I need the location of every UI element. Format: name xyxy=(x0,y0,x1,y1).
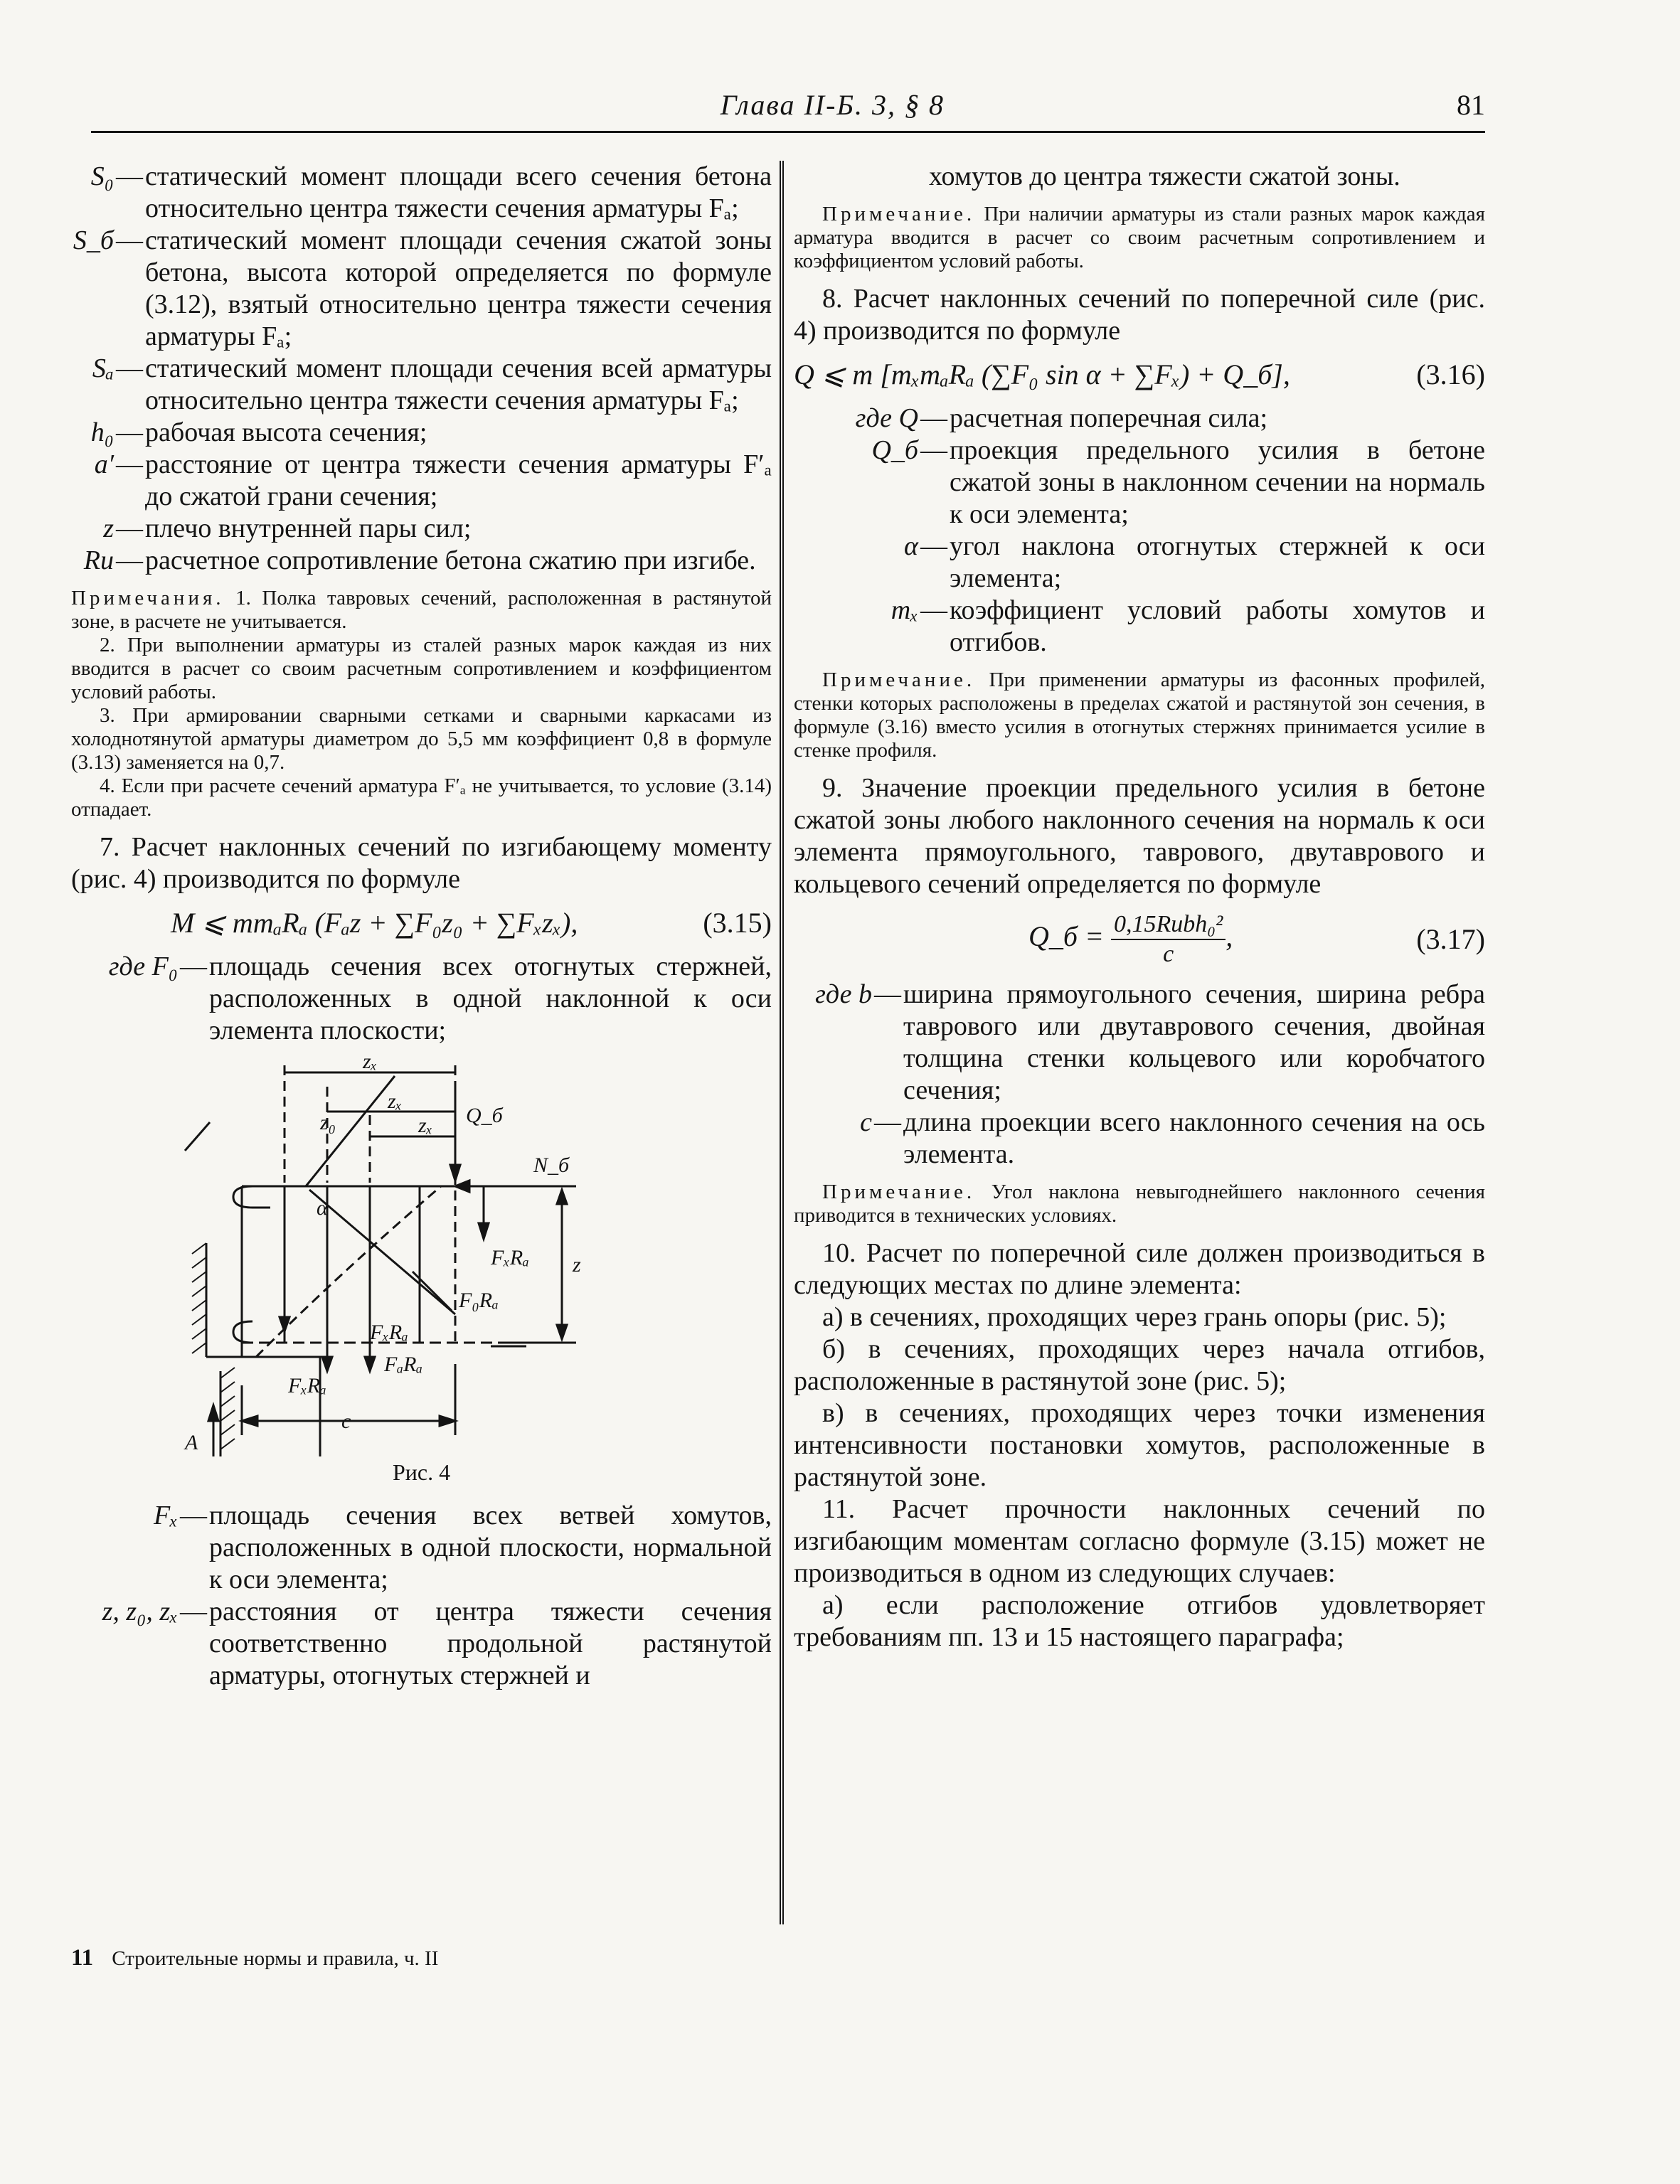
definition-text: площадь сечения всех ветвей хомутов, расположенных в одной плоскости, нормальной к оси элемента; xyxy=(209,1501,772,1594)
label-z-vertical: z xyxy=(573,1253,581,1277)
definition-symbol: h₀ xyxy=(90,417,114,447)
definition-text: статический момент площади сечения сжатой зоны бетона, высота которой определяется по формуле (3.12), взятый относительно центра тяжести сечения арматуры Fₐ; xyxy=(145,225,772,351)
dash: — xyxy=(180,952,207,981)
note-item: 1. Полка тавровых сечений, расположенная в растянутой зоне, в расчете не учитывается. xyxy=(71,587,772,633)
definition-item xyxy=(71,951,772,1047)
dash: — xyxy=(874,1107,901,1137)
definitions-list-top xyxy=(71,161,772,577)
definition-text: ширина прямоугольного сечения, ширина ребра таврового или двутаврового сечения, двойная толщина стенки кольцевого или коробчатого сечения; xyxy=(903,979,1485,1105)
label-zx-top: zₓ xyxy=(363,1058,378,1073)
note-item: 2. При выполнении арматуры из сталей разных марок каждая из них вводится в расчет со своим расчетным сопротивлением и коэффициентом условий работы. xyxy=(71,634,772,703)
label-fx-ra-3: FₓRₐ xyxy=(288,1374,326,1397)
label-z0: z₀ xyxy=(320,1111,336,1134)
page-number: 81 xyxy=(1457,89,1485,121)
note-block-3 xyxy=(794,1181,1485,1227)
definition-text: статический момент площади сечения всей арматуры относительно центра тяжести сечения арматуры Fₐ; xyxy=(145,353,772,415)
notes-label: Примечания. xyxy=(71,587,225,609)
formula-fraction xyxy=(1111,910,1226,969)
label-alpha: α xyxy=(317,1196,328,1220)
definition-text: проекция предельного усилия в бетоне сжатой зоны в наклонном сечении на нормаль к оси элемента; xyxy=(950,435,1485,529)
dash: — xyxy=(874,979,901,1009)
label-fx-ra-2: FₓRₐ xyxy=(370,1321,408,1344)
definition-text: расчетная поперечная сила; xyxy=(950,403,1268,433)
definition-item xyxy=(71,545,772,577)
definition-item xyxy=(71,513,772,545)
paragraph-8: 8. Расчет наклонных сечений по поперечной силе (рис. 4) производится по формуле xyxy=(794,284,1485,346)
definition-item xyxy=(794,435,1485,531)
paragraph-10a: а) в сечениях, проходящих через грань опоры (рис. 5); xyxy=(822,1302,1447,1332)
definition-text: длина проекции всего наклонного сечения на ось элемента. xyxy=(903,1107,1485,1169)
paragraph-9: 9. Значение проекции предельного усилия в бетоне сжатой зоны любого наклонного сечения на нормаль к оси элемента прямоугольного, таврового, двутаврового и кольцевого сечений определяется по формуле xyxy=(794,773,1485,899)
label-fa-ra: FₐRₐ xyxy=(384,1353,423,1376)
definition-symbol: a′ xyxy=(94,449,114,479)
note-block-1 xyxy=(794,203,1485,273)
definition-text: расчетное сопротивление бетона сжатию при изгибе. xyxy=(145,545,756,575)
page-footer xyxy=(71,1945,438,1971)
definition-item xyxy=(794,531,1485,595)
formula-3-16 xyxy=(794,357,1485,393)
dash: — xyxy=(116,545,143,575)
definition-item xyxy=(71,353,772,417)
dash: — xyxy=(116,449,143,479)
definition-item xyxy=(71,225,772,353)
paragraph-10b: б) в сечениях, проходящих через начала отгибов, расположенные в растянутой зоне (рис. 5); xyxy=(794,1334,1485,1396)
definition-symbol: Q_б xyxy=(871,435,918,465)
page-header xyxy=(91,84,1485,133)
definition-symbol: Sₐ xyxy=(92,353,114,383)
definition-symbol: где F₀ xyxy=(108,952,178,981)
definition-item xyxy=(71,1500,772,1596)
note-item: 3. При армировании сварными сетками и сварными каркасами из холоднотянутой арматуры диаметром до 5,5 мм коэффициент 0,8 в формуле (3.13) заменяется на 0,7. xyxy=(71,704,772,774)
label-zx-small: zₓ xyxy=(418,1114,433,1137)
dash: — xyxy=(920,403,947,433)
definitions-list-bottom xyxy=(71,1500,772,1692)
definition-symbol: z, z₀, zₓ xyxy=(102,1597,178,1626)
dash: — xyxy=(920,435,947,465)
definitions-list-3-17 xyxy=(794,979,1485,1171)
formula-number: (3.17) xyxy=(1416,923,1485,955)
formula-expression: Q ⩽ m [mₓmₐRₐ (∑F₀ sin α + ∑Fₓ) + Q_б], xyxy=(794,358,1290,390)
definition-text: площадь сечения всех отогнутых стержней, расположенных в одной наклонной к оси элемента плоскости; xyxy=(209,952,772,1045)
formula-denominator: c xyxy=(1163,941,1174,967)
definition-text: статический момент площади всего сечения бетона относительно центра тяжести сечения арматуры Fₐ; xyxy=(145,161,772,223)
dash: — xyxy=(116,417,143,447)
formula-number: (3.15) xyxy=(703,907,772,939)
definition-symbol: S₀ xyxy=(90,161,114,191)
dash: — xyxy=(116,353,143,383)
definition-symbol: где Q xyxy=(855,403,918,433)
note-text: Угол наклона невыгоднейшего наклонного сечения приводится в технических условиях. xyxy=(794,1181,1485,1227)
definition-text: расстояние от центра тяжести сечения арматуры F′ₐ до сжатой грани сечения; xyxy=(145,449,772,511)
paragraph-10: 10. Расчет по поперечной силе должен производиться в следующих местах по длине элемента: xyxy=(794,1238,1485,1300)
definition-text: угол наклона отогнутых стержней к оси элемента; xyxy=(950,531,1485,593)
notes-block xyxy=(71,587,772,821)
signature-mark: 11 xyxy=(71,1945,94,1971)
figure-4 xyxy=(71,1058,772,1486)
dash: — xyxy=(116,225,143,255)
label-c: c xyxy=(341,1410,351,1433)
right-column xyxy=(794,161,1485,1653)
figure-4-diagram xyxy=(71,1058,772,1456)
definition-item xyxy=(71,1596,772,1692)
note-label: Примечание. xyxy=(822,1181,976,1203)
continuation-text: хомутов до центра тяжести сжатой зоны. xyxy=(929,161,1400,191)
label-q-b: Q_б xyxy=(466,1104,503,1127)
formula-3-15 xyxy=(71,905,772,941)
definition-symbol: где b xyxy=(815,979,872,1009)
definition-text: рабочая высота сечения; xyxy=(145,417,427,447)
formula-numerator: 0,15Rиbh₀² xyxy=(1111,910,1226,940)
label-fx-ra-1: FₓRₐ xyxy=(491,1246,529,1269)
label-zx-mid: zₓ xyxy=(388,1090,403,1113)
dash: — xyxy=(180,1501,207,1530)
definition-text: расстояния от центра тяжести сечения соответственно продольной растянутой арматуры, отогнутых стержней и xyxy=(209,1597,772,1690)
definition-item xyxy=(794,1107,1485,1171)
definition-item xyxy=(794,979,1485,1107)
definition-text: коэффициент условий работы хомутов и отгибов. xyxy=(950,595,1485,657)
paragraph-11: 11. Расчет прочности наклонных сечений по изгибающим моментам согласно формуле (3.15) может не производиться в одном из следующих случаев: xyxy=(794,1494,1485,1588)
definition-item xyxy=(794,595,1485,659)
formula-3-17 xyxy=(794,910,1485,969)
note-item: 4. Если при расчете сечений арматура F′ₐ не учитывается, то условие (3.14) отпадает. xyxy=(71,774,772,821)
definition-symbol: S_б xyxy=(73,225,114,255)
footer-title: Строительные нормы и правила, ч. II xyxy=(112,1947,439,1970)
formula-expression xyxy=(1028,910,1233,969)
definitions-list-3-16 xyxy=(794,403,1485,659)
paragraph-7: 7. Расчет наклонных сечений по изгибающему моменту (рис. 4) производится по формуле xyxy=(71,832,772,894)
definitions-list-3-15 xyxy=(71,951,772,1047)
definition-symbol: c xyxy=(860,1107,872,1137)
note-label: Примечание. xyxy=(822,668,976,691)
figure-caption: Рис. 4 xyxy=(392,1459,451,1485)
formula-tail: , xyxy=(1226,920,1233,953)
left-column xyxy=(71,161,772,1692)
definition-item xyxy=(71,449,772,513)
chapter-heading: Глава II-Б. 3, § 8 xyxy=(720,89,945,121)
note-label: Примечание. xyxy=(822,203,976,225)
dash: — xyxy=(920,595,947,625)
label-n-b: N_б xyxy=(533,1154,570,1177)
definition-text: плечо внутренней пары сил; xyxy=(145,513,472,543)
label-f0-ra: F₀Rₐ xyxy=(459,1289,499,1312)
definition-symbol: α xyxy=(904,531,918,561)
note-block-2 xyxy=(794,668,1485,762)
paragraph-10c: в) в сечениях, проходящих через точки изменения интенсивности постановки хомутов, расположенные в растянутой зоне. xyxy=(794,1398,1485,1492)
note-text: При наличии арматуры из стали разных марок каждая арматура вводится в расчет со своим расчетным сопротивлением и коэффициентом условий работы. xyxy=(794,203,1485,272)
paragraph-11a: а) если расположение отгибов удовлетворяет требованиям пп. 13 и 15 настоящего параграфа; xyxy=(794,1590,1485,1652)
dash: — xyxy=(920,531,947,561)
formula-number: (3.16) xyxy=(1416,358,1485,390)
definition-item xyxy=(71,161,772,225)
formula-expression: M ⩽ mmₐRₐ (Fₐz + ∑F₀z₀ + ∑Fₓzₓ), xyxy=(171,907,578,939)
definition-item xyxy=(794,403,1485,435)
column-divider xyxy=(780,161,784,1924)
dash: — xyxy=(116,513,143,543)
definition-symbol: z xyxy=(103,513,114,543)
formula-lhs: Q_б = xyxy=(1028,920,1104,953)
dash: — xyxy=(180,1597,207,1626)
note-text: При применении арматуры из фасонных профилей, стенки которых расположены в пределах сжатой и растянутой зон сечения, в формуле (3.16) вместо усилия в отогнутых стержнях принимается усилие в стенке профиля. xyxy=(794,668,1486,762)
definition-symbol: Fₓ xyxy=(153,1501,178,1530)
definition-symbol: mₓ xyxy=(890,595,918,625)
definition-symbol: Rи xyxy=(83,545,114,575)
label-a: A xyxy=(185,1431,198,1454)
definition-item xyxy=(71,417,772,449)
dash: — xyxy=(116,161,143,191)
